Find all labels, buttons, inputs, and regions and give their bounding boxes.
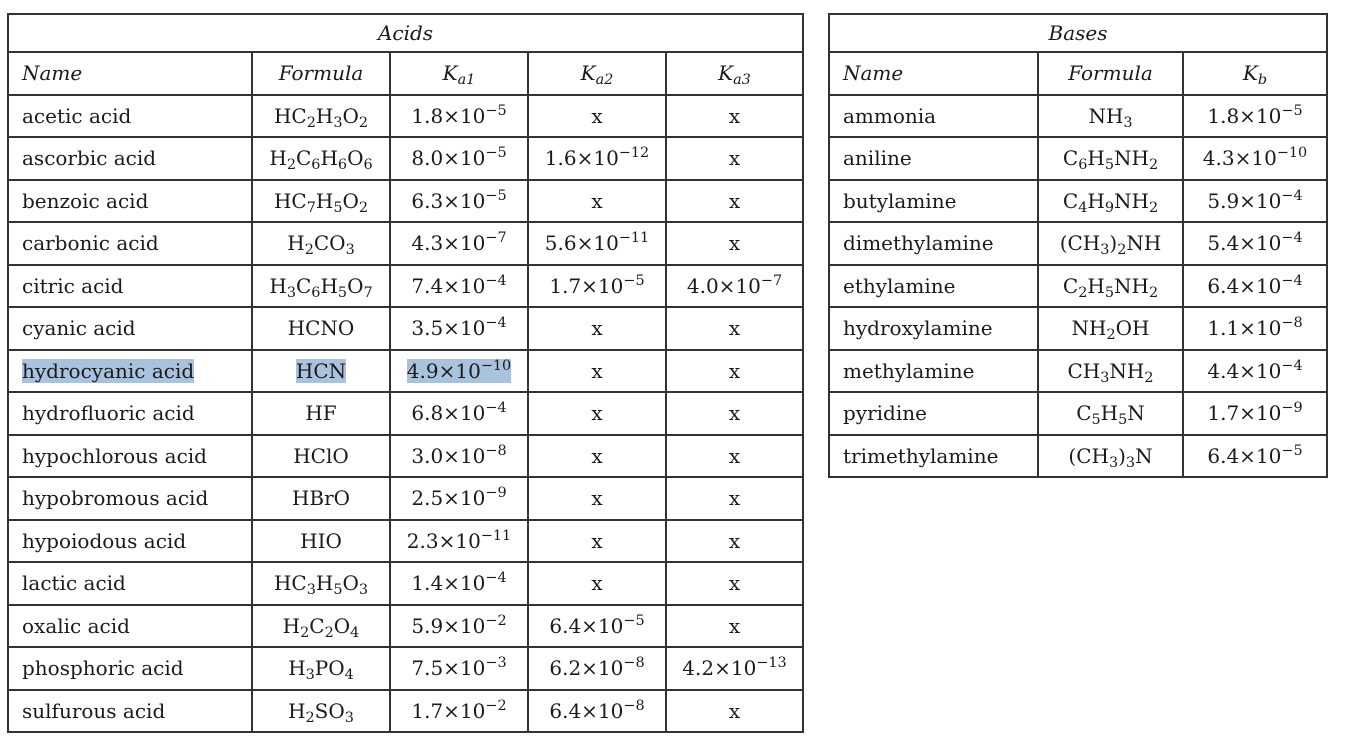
acid-name: sulfurous acid — [22, 698, 166, 723]
formula-text: $H_3C_6H_5O_7$ — [269, 273, 373, 301]
acid-name-cell — [8, 392, 252, 435]
acid-name-cell — [8, 307, 252, 350]
value-text: x — [728, 316, 741, 341]
base-formula — [1038, 265, 1183, 308]
formula-text: $C_4H_9NH_2$ — [1062, 188, 1159, 216]
value-text: $8.0\times 10^{-5}$ — [411, 145, 507, 171]
value-text: $6.8\times 10^{-4}$ — [411, 400, 507, 426]
acid-ka2 — [528, 265, 666, 308]
acid-ka3 — [666, 95, 803, 138]
formula-text: HCN — [295, 358, 347, 383]
acid-formula — [252, 690, 390, 733]
acid-ka1 — [390, 180, 528, 223]
value-text: $4.4\times 10^{-4}$ — [1207, 357, 1303, 383]
base-name-cell — [829, 435, 1038, 478]
value-text: $4.3\times 10^{-7}$ — [411, 230, 507, 256]
value-text: $6.2\times 10^{-8}$ — [549, 655, 645, 681]
base-row — [829, 95, 1327, 138]
acid-ka2 — [528, 562, 666, 605]
acid-formula — [252, 95, 390, 138]
value-text: x — [728, 698, 741, 723]
base-name-cell — [829, 307, 1038, 350]
value-text: $5.9\times 10^{-2}$ — [411, 612, 507, 638]
acid-row — [8, 180, 803, 223]
acid-ka2 — [528, 435, 666, 478]
value-text: $4.9\times 10^{-10}$ — [406, 357, 512, 383]
formula-text: $H_2CO_3$ — [287, 231, 355, 259]
acid-ka3 — [666, 392, 803, 435]
acid-ka2 — [528, 647, 666, 690]
acid-formula — [252, 435, 390, 478]
acids-header-ka1: $K_{a1}$ — [390, 52, 528, 95]
value-text: $1.8\times 10^{-5}$ — [411, 102, 507, 128]
value-text: $6.4\times 10^{-5}$ — [549, 612, 645, 638]
formula-text: $C_5H_5N$ — [1076, 401, 1145, 429]
acid-formula — [252, 392, 390, 435]
acid-formula — [252, 520, 390, 563]
acid-name: benzoic acid — [22, 188, 149, 213]
value-text: x — [591, 486, 603, 511]
base-row — [829, 180, 1327, 223]
formula-text: $HC_7H_5O_2$ — [273, 188, 369, 216]
value-text: $7.5\times 10^{-3}$ — [411, 655, 507, 681]
base-kb — [1183, 307, 1327, 350]
base-formula — [1038, 180, 1183, 223]
value-text: x — [728, 486, 741, 511]
acid-name: acetic acid — [22, 103, 132, 128]
value-text: $1.7\times 10^{-5}$ — [549, 272, 645, 298]
acid-formula — [252, 222, 390, 265]
acid-name: oxalic acid — [22, 613, 130, 638]
acid-ka2 — [528, 477, 666, 520]
formula-text: $HC_3H_5O_3$ — [273, 571, 369, 599]
acid-ka1 — [390, 690, 528, 733]
formula-text: HF — [305, 401, 337, 426]
value-text: $4.0\times 10^{-7}$ — [686, 272, 783, 298]
value-text: x — [728, 358, 741, 383]
base-row — [829, 350, 1327, 393]
acid-ka3 — [666, 690, 803, 733]
acid-formula — [252, 562, 390, 605]
base-name-cell — [829, 350, 1038, 393]
acid-ka3 — [666, 137, 803, 180]
acid-ka1 — [390, 95, 528, 138]
value-text: $1.1\times 10^{-8}$ — [1207, 315, 1303, 341]
acid-ka2 — [528, 350, 666, 393]
acid-formula — [252, 180, 390, 223]
value-text: $2.5\times 10^{-9}$ — [411, 485, 507, 511]
base-row — [829, 435, 1327, 478]
acid-name-cell — [8, 222, 252, 265]
value-text: $1.7\times 10^{-9}$ — [1207, 400, 1303, 426]
value-text: x — [728, 528, 741, 553]
base-formula — [1038, 95, 1183, 138]
value-text: x — [728, 613, 741, 638]
acid-ka1 — [390, 392, 528, 435]
acid-name-cell — [8, 647, 252, 690]
acid-name-cell — [8, 137, 252, 180]
value-text: x — [728, 146, 741, 171]
bases-header-kb: $K_b$ — [1183, 52, 1327, 95]
base-formula — [1038, 435, 1183, 478]
base-kb — [1183, 137, 1327, 180]
acid-ka1 — [390, 477, 528, 520]
base-name: methylamine — [843, 358, 975, 383]
acid-ka2 — [528, 605, 666, 648]
acid-ka1 — [390, 520, 528, 563]
value-text: $4.3\times 10^{-10}$ — [1202, 145, 1308, 171]
base-name-cell — [829, 265, 1038, 308]
value-text: x — [591, 316, 603, 341]
bases-header-name: Name — [829, 52, 1038, 95]
acid-name: hydrofluoric acid — [22, 401, 195, 426]
acid-ka1 — [390, 307, 528, 350]
acid-ka1 — [390, 350, 528, 393]
acids-table — [7, 13, 804, 733]
acids-header-name: Name — [8, 52, 252, 95]
formula-text: $H_2SO_3$ — [288, 698, 354, 726]
acid-ka2 — [528, 95, 666, 138]
formula-text: HBrO — [291, 486, 351, 511]
base-row — [829, 265, 1327, 308]
base-kb — [1183, 265, 1327, 308]
value-text: x — [728, 401, 741, 426]
acid-row — [8, 222, 803, 265]
acid-row — [8, 265, 803, 308]
acid-ka3 — [666, 562, 803, 605]
base-name: ethylamine — [843, 273, 956, 298]
base-kb — [1183, 435, 1327, 478]
value-text: x — [591, 188, 603, 213]
bases-header-formula: Formula — [1038, 52, 1183, 95]
value-text: x — [591, 528, 603, 553]
acid-ka3 — [666, 222, 803, 265]
base-name-cell — [829, 392, 1038, 435]
acid-name-cell — [8, 350, 252, 393]
base-row — [829, 392, 1327, 435]
value-text: $6.3\times 10^{-5}$ — [411, 187, 507, 213]
acid-ka2 — [528, 392, 666, 435]
value-text: $3.0\times 10^{-8}$ — [411, 442, 507, 468]
formula-text: $H_2C_2O_4$ — [282, 613, 360, 641]
value-text: x — [728, 103, 741, 128]
base-name-cell — [829, 222, 1038, 265]
acid-formula — [252, 605, 390, 648]
formula-text: HIO — [300, 528, 342, 553]
formula-text: HClO — [293, 443, 349, 468]
bases-body — [829, 95, 1327, 478]
acid-ka3 — [666, 647, 803, 690]
base-row — [829, 307, 1327, 350]
base-name-cell — [829, 137, 1038, 180]
base-formula — [1038, 137, 1183, 180]
acid-ka2 — [528, 222, 666, 265]
base-formula — [1038, 222, 1183, 265]
acid-ka3 — [666, 605, 803, 648]
value-text: x — [591, 443, 603, 468]
value-text: x — [591, 358, 603, 383]
acid-row — [8, 477, 803, 520]
acid-row — [8, 307, 803, 350]
formula-text: HCNO — [287, 316, 355, 341]
acid-name-cell — [8, 95, 252, 138]
acid-name-cell — [8, 435, 252, 478]
formula-text: $NH_2OH$ — [1071, 316, 1150, 344]
value-text: x — [591, 571, 603, 596]
formula-text: $C_2H_5NH_2$ — [1062, 273, 1159, 301]
acid-ka2 — [528, 307, 666, 350]
base-name: aniline — [843, 146, 912, 171]
value-text: $6.4\times 10^{-4}$ — [1207, 272, 1303, 298]
base-name: ammonia — [843, 103, 937, 128]
acid-name: citric acid — [22, 273, 124, 298]
acid-ka1 — [390, 605, 528, 648]
value-text: $5.4\times 10^{-4}$ — [1207, 230, 1303, 256]
base-kb — [1183, 350, 1327, 393]
acid-name: hypobromous acid — [22, 486, 209, 511]
acids-header-ka2: $K_{a2}$ — [528, 52, 666, 95]
base-name-cell — [829, 95, 1038, 138]
value-text: x — [728, 231, 741, 256]
base-name: butylamine — [843, 188, 957, 213]
base-name: trimethylamine — [843, 443, 999, 468]
base-formula — [1038, 392, 1183, 435]
acids-body — [8, 95, 803, 733]
acid-ka2 — [528, 690, 666, 733]
bases-table — [828, 13, 1328, 478]
acid-ka2 — [528, 520, 666, 563]
bases-title: Bases — [829, 14, 1327, 52]
acid-ka1 — [390, 265, 528, 308]
value-text: $5.9\times 10^{-4}$ — [1207, 187, 1303, 213]
acid-formula — [252, 137, 390, 180]
acid-row — [8, 392, 803, 435]
acid-ka2 — [528, 137, 666, 180]
acid-formula — [252, 647, 390, 690]
base-name-cell — [829, 180, 1038, 223]
acid-formula — [252, 477, 390, 520]
base-kb — [1183, 180, 1327, 223]
base-kb — [1183, 392, 1327, 435]
acid-ka1 — [390, 647, 528, 690]
acid-formula — [252, 350, 390, 393]
acid-name-cell — [8, 520, 252, 563]
value-text: $3.5\times 10^{-4}$ — [411, 315, 507, 341]
acid-name: cyanic acid — [22, 316, 136, 341]
value-text: x — [728, 443, 741, 468]
base-row — [829, 222, 1327, 265]
acid-name: hypochlorous acid — [22, 443, 207, 468]
acid-name: carbonic acid — [22, 231, 159, 256]
formula-text: $HC_2H_3O_2$ — [273, 103, 369, 131]
acid-name-cell — [8, 605, 252, 648]
value-text: $1.6\times 10^{-12}$ — [544, 145, 650, 171]
acid-ka3 — [666, 520, 803, 563]
acid-ka3 — [666, 265, 803, 308]
acid-row — [8, 435, 803, 478]
acid-ka1 — [390, 137, 528, 180]
acid-name-cell — [8, 690, 252, 733]
acid-formula — [252, 307, 390, 350]
formula-text: $CH_3NH_2$ — [1067, 358, 1154, 386]
acid-name-cell — [8, 562, 252, 605]
formula-text: $C_6H_5NH_2$ — [1062, 146, 1159, 174]
value-text: x — [591, 401, 603, 426]
acid-ka1 — [390, 562, 528, 605]
acid-name: hydrocyanic acid — [22, 358, 195, 383]
acids-header-formula: Formula — [252, 52, 390, 95]
acid-ka2 — [528, 180, 666, 223]
acid-row — [8, 690, 803, 733]
acid-ka3 — [666, 435, 803, 478]
acid-ka3 — [666, 477, 803, 520]
value-text: $7.4\times 10^{-4}$ — [411, 272, 507, 298]
formula-text: $(CH_3)_2NH$ — [1059, 231, 1162, 259]
acid-name: ascorbic acid — [22, 146, 157, 171]
formula-text: $NH_3$ — [1088, 103, 1133, 131]
acid-row — [8, 137, 803, 180]
value-text: $2.3\times 10^{-11}$ — [406, 527, 512, 553]
value-text: $5.6\times 10^{-11}$ — [544, 230, 650, 256]
value-text: $1.7\times 10^{-2}$ — [411, 697, 507, 723]
acid-row — [8, 647, 803, 690]
acid-row — [8, 350, 803, 393]
acid-name-cell — [8, 180, 252, 223]
acid-row — [8, 605, 803, 648]
acid-name: lactic acid — [22, 571, 126, 596]
acids-title: Acids — [8, 14, 803, 52]
value-text: $6.4\times 10^{-8}$ — [549, 697, 645, 723]
base-kb — [1183, 222, 1327, 265]
acid-name-cell — [8, 265, 252, 308]
acids-header-ka3: $K_{a3}$ — [666, 52, 803, 95]
base-name: pyridine — [843, 401, 927, 426]
acid-ka1 — [390, 222, 528, 265]
acid-ka1 — [390, 435, 528, 478]
base-name: hydroxylamine — [843, 316, 993, 341]
value-text: x — [728, 571, 741, 596]
value-text: $1.8\times 10^{-5}$ — [1207, 102, 1303, 128]
acid-ka3 — [666, 350, 803, 393]
acid-name-cell — [8, 477, 252, 520]
value-text: $1.4\times 10^{-4}$ — [411, 570, 507, 596]
formula-text: $H_3PO_4$ — [288, 656, 354, 684]
acid-row — [8, 95, 803, 138]
acid-name: phosphoric acid — [22, 656, 184, 681]
value-text: $6.4\times 10^{-5}$ — [1207, 442, 1303, 468]
value-text: x — [728, 188, 741, 213]
acid-formula — [252, 265, 390, 308]
formula-text: $(CH_3)_3N$ — [1068, 443, 1153, 471]
acid-row — [8, 562, 803, 605]
base-name: dimethylamine — [843, 231, 994, 256]
acid-name: hypoiodous acid — [22, 528, 187, 553]
formula-text: $H_2C_6H_6O_6$ — [269, 146, 373, 174]
base-formula — [1038, 350, 1183, 393]
acid-ka3 — [666, 307, 803, 350]
base-row — [829, 137, 1327, 180]
base-formula — [1038, 307, 1183, 350]
acid-ka3 — [666, 180, 803, 223]
value-text: $4.2\times 10^{-13}$ — [682, 655, 787, 681]
base-kb — [1183, 95, 1327, 138]
acid-row — [8, 520, 803, 563]
value-text: x — [591, 103, 603, 128]
